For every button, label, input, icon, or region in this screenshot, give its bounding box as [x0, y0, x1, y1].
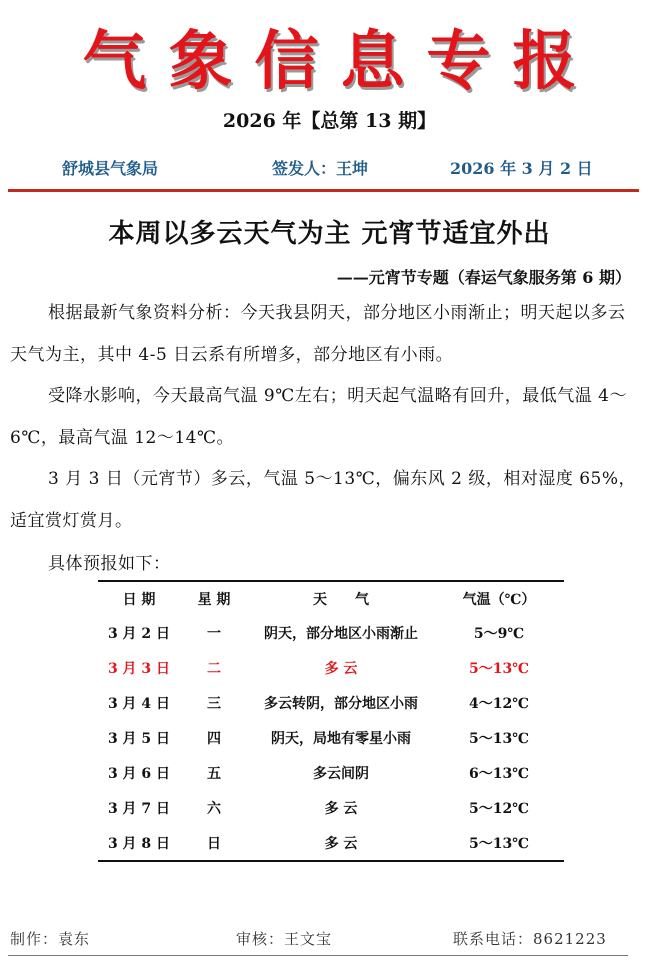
table-row: [98, 790, 564, 825]
cell-weekday: 一: [207, 625, 221, 642]
table-row: [98, 720, 564, 755]
masthead-char: 专: [426, 24, 491, 99]
column-header-weather: 天 气: [313, 591, 369, 608]
footer-phone: 联系电话：8621223: [453, 930, 607, 948]
cell-temperature: 6～13℃: [469, 765, 529, 782]
cell-date: 3 月 7 日: [107, 800, 171, 817]
forecast-table: [98, 580, 564, 862]
cell-weather: 阴天，部分地区小雨渐止: [264, 625, 418, 642]
cell-weekday: 二: [207, 660, 221, 677]
cell-date: 3 月 2 日: [107, 625, 171, 642]
cell-date: 3 月 3 日: [107, 660, 171, 677]
footer-divider: [8, 955, 628, 956]
cell-date: 3 月 4 日: [107, 695, 171, 712]
cell-weekday: 日: [207, 835, 221, 852]
footer: [0, 928, 659, 950]
cell-weather: 多云间阴: [313, 765, 369, 782]
cell-temperature: 4～12℃: [469, 695, 529, 712]
headline: 本周以多云天气为主 元宵节适宜外出: [108, 219, 551, 249]
cell-temperature: 5～13℃: [469, 660, 529, 677]
issuing-organization: 舒城县气象局: [62, 159, 159, 178]
table-row: [98, 755, 564, 790]
cell-date: 3 月 6 日: [107, 765, 171, 782]
column-header-date: 日 期: [122, 591, 156, 608]
body-paragraph: 根据最新气象资料分析：今天我县阴天，部分地区小雨渐止；明天起以多云天气为主，其中 4-5 日云系有所增多，部分地区有小雨。: [10, 303, 626, 365]
body-paragraph: 3 月 3 日（元宵节）多云，气温 5～13℃，偏东风 2 级，相对湿度 65%，适宜赏灯赏月。: [10, 469, 637, 531]
cell-temperature: 5～13℃: [469, 730, 529, 747]
cell-date: 3 月 5 日: [107, 730, 171, 747]
table-row: [98, 825, 564, 861]
cell-weekday: 六: [207, 800, 221, 817]
issue-date: 2026 年 3 月 2 日: [450, 159, 593, 178]
signer: 签发人：王坤: [272, 159, 369, 178]
masthead-char: 信: [254, 24, 319, 99]
cell-date: 3 月 8 日: [107, 835, 171, 852]
table-header-row: [98, 581, 564, 615]
masthead-char: 息: [340, 24, 405, 99]
masthead-title: [0, 22, 659, 102]
masthead-char: 报: [512, 24, 577, 99]
column-header-temperature: 气温（℃）: [462, 591, 536, 608]
body-paragraph: 受降水影响，今天最高气温 9℃左右；明天起气温略有回升，最低气温 4～6℃，最高气温 12～14℃。: [10, 386, 627, 448]
table-row: [98, 615, 564, 650]
footer-reviewer: 审核：王文宝: [236, 930, 333, 948]
cell-temperature: 5～12℃: [469, 800, 529, 817]
cell-weekday: 四: [207, 730, 221, 747]
cell-temperature: 5～13℃: [469, 835, 529, 852]
cell-weather: 多云转阴，部分地区小雨: [264, 695, 418, 712]
footer-maker: 制作：袁东: [10, 930, 91, 948]
masthead-char: 气: [82, 24, 147, 99]
cell-weekday: 三: [207, 695, 221, 712]
cell-weather: 多 云: [324, 660, 358, 677]
meta-bar: [0, 156, 659, 180]
table-row: [98, 685, 564, 720]
cell-weather: 多 云: [324, 800, 358, 817]
header-divider: [8, 189, 639, 192]
body-paragraph: 具体预报如下：: [48, 554, 171, 574]
issue-number: 2026 年【总第 13 期】: [222, 110, 437, 132]
column-header-weekday: 星 期: [197, 591, 231, 608]
table-row-highlighted: [98, 650, 564, 685]
cell-weather: 阴天，局地有零星小雨: [271, 730, 411, 747]
subheadline: ——元宵节专题（春运气象服务第 6 期）: [336, 268, 631, 287]
cell-weekday: 五: [207, 765, 221, 782]
cell-temperature: 5～9℃: [473, 625, 525, 642]
cell-weather: 多 云: [324, 835, 358, 852]
masthead-char: 象: [168, 24, 233, 99]
